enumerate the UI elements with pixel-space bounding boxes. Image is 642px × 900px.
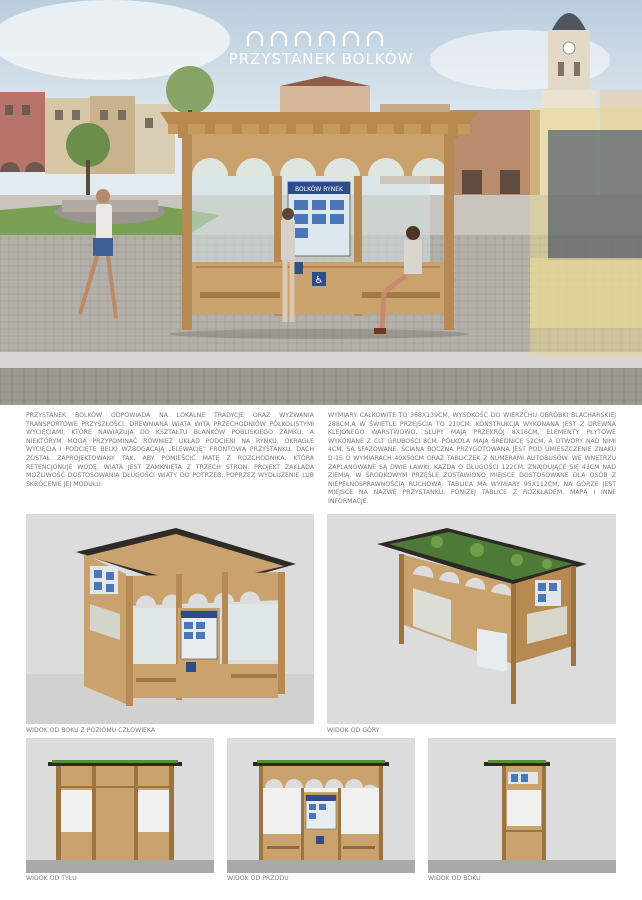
title-arches-icon <box>244 31 398 47</box>
shelter-elevation-front <box>227 738 415 873</box>
description-left: PRZYSTANEK BOLKÓW ODPOWIADA NA LOKALNE TRADYCJE ORAZ WYZWANIA TRANSPORTOWE PRZYSZŁOŚCI. DREWNIANA WIATA WITA PRZECHODNIÓW PÓŁKOLISTYMI WYCIĘCIAMI, KTÓRE NAWIĄZUJĄ DO KSZTAŁTU BLANKÓW POBLISKIEGO ZAMKU. A NIEKTÓRYM MOGĄ PRZYPOMINAĆ RÓWNIEŻ UKŁAD PODCIENI NA RYNKU. OKRĄGŁE WYCIĘCIA I PODCIĘTE BELKI WZBOGACAJĄ „ELEWACJĘ” FRONTOWĄ PRZYSTANKU. DACH ZOSTAŁ ZAPROJEKTOWANY TAK, ABY POMIEŚCIĆ MATĘ Z ROZCHODNIKA, KTÓRA RETENCJONUJE WODĘ. WIATA JEST ZAMKNIĘTA Z TRZECH STRON. PROJEKT ZAKŁADA MOŻLIWOŚĆ DOSTOSOWANIA DŁUGOŚCI WIATY DO POTRZEB, POPRZEZ WYDŁUŻENIE LUB SKRÓCENIE JEJ MODUŁU. <box>26 412 314 488</box>
view-human-level <box>26 514 314 724</box>
caption-human-level: WIDOK OD BOKU Z POZIOMU CZŁOWIEKA <box>26 727 156 734</box>
shelter-elevation-side <box>428 738 616 873</box>
shelter-render-top <box>327 514 616 724</box>
hero-render <box>0 0 642 405</box>
page-title: PRZYSTANEK BOLKÓW <box>228 50 414 68</box>
view-top <box>327 514 616 724</box>
shelter-render-human <box>26 514 314 724</box>
bus-blur <box>530 108 642 356</box>
street <box>0 368 642 405</box>
description-right: WYMIARY CAŁKOWITE TO 368X139CM, WYSOKOŚĆ DO WIERZCHU OBRÓBKI BLACHARSKIEJ 288CM,A W ŚWIETLE PRZEJŚCIA TO 210CM. KONSTRUKCJA WYKONANA JEST Z DREWNA KLEJONEGO WARSTWOWO, SŁUPY MAJĄ PRZEKRÓJ 8X16CM, ELEMENTY PŁYTOWE WYKONANE Z CLT GRUBOŚCI 8CM. PÓŁKOLA MAJĄ ŚREDNICĘ 52CM, A OTWORY NAD NIMI 4CM, SĄ SFAZOWANE. ŚCIANA BOCZNA PRZYGOTOWANA JEST POD UMIESZCZENIE ZNAKU D-15 O WYMIARACH 40X50CM ORAZ TABLICZEK Z NUMERAMI AUTOBUSÓW. WE WNĘTRZU ZAPLANOWANE SĄ DWIE ŁAWKI, KAŻDA O DŁUGOŚCI 122CM, ZNAJDUJĄCE SIĘ 43CM NAD ZIEMIĄ. W ŚRODKOWYM PRZĘŚLE ZOSTAWIONO MIEJSCE DOSTOSOWANE DLA OSÓB Z NIEPEŁNOSPRAWNOŚCIĄ RUCHOWĄ. TABLICA MA WYMIARY 95X112CM, NA GÓRZE JEST MIEJSCE NA NAZWĘ PRZYSTANKU, PONIŻEJ TABLICE Z ROZKŁADEM, MAPĄ I INNE INFORMACJE. <box>328 412 616 505</box>
caption-side: WIDOK OD BOKU <box>428 875 481 882</box>
view-front <box>227 738 415 873</box>
caption-front: WIDOK OD PRZODU <box>227 875 289 882</box>
view-back <box>26 738 214 873</box>
hero-sign-label: BOLKÓW RYNEK <box>295 186 343 193</box>
caption-back: WIDOK OD TYŁU <box>26 875 77 882</box>
shelter-elevation-back <box>26 738 214 873</box>
caption-top: WIDOK OD GÓRY <box>327 727 380 734</box>
svg-text:♿: ♿ <box>314 275 324 286</box>
view-side <box>428 738 616 873</box>
